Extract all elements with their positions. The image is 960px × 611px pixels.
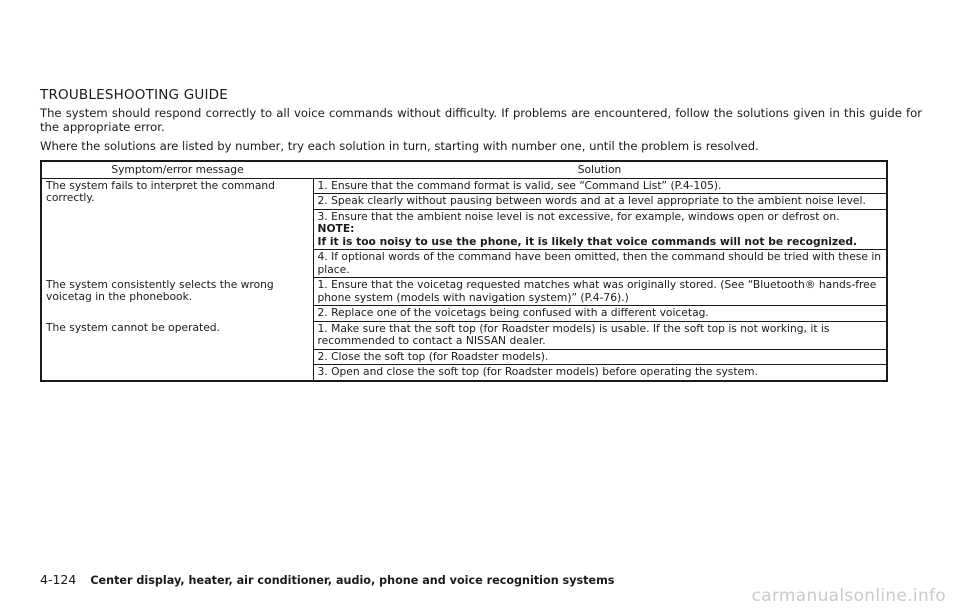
page-number: 4-124 (40, 572, 77, 587)
symptom-cell (41, 278, 313, 322)
page-footer (40, 572, 614, 587)
watermark: carmanualsonline.info (751, 586, 946, 606)
table-row (41, 321, 887, 349)
solution-cell: 2. Close the soft top (for Roadster models). (313, 349, 887, 365)
solution-cell: 2. Speak clearly without pausing between words and at a level appropriate to the ambient noise level. (313, 194, 887, 210)
section-heading: TROUBLESHOOTING GUIDE (40, 87, 228, 103)
instruction-paragraph: Where the solutions are listed by number, try each solution in turn, starting with number one, until the problem is resolved. (40, 139, 759, 153)
header-solution: Solution (313, 161, 887, 178)
table-row (41, 178, 887, 194)
solution-cell: 2. Replace one of the voicetags being confused with a different voicetag. (313, 306, 887, 322)
symptom-cell (41, 321, 313, 381)
solution-cell: 3. Open and close the soft top (for Roadster models) before operating the system. (317, 365, 758, 378)
symptom-text: The system cannot be operated. (46, 321, 220, 334)
table-header-row (41, 161, 887, 178)
solution-cell: 1. Ensure that the command format is valid, see “Command List” (P.4-105). (313, 178, 887, 194)
chapter-title: Center display, heater, air conditioner, audio, phone and voice recognition systems (90, 574, 615, 587)
header-symptom: Symptom/error message (41, 161, 313, 178)
intro-paragraph: The system should respond correctly to all voice commands without difficulty. If problems are encountered, follow the solutions given in this guide for the appropriate error. (40, 106, 922, 134)
symptom-cell (41, 178, 313, 278)
note-text: If it is too noisy to use the phone, it is likely that voice commands will not be recognized. (317, 234, 858, 248)
solution-text: 3. Ensure that the ambient noise level is not excessive, for example, windows open or defrost on. (317, 209, 840, 223)
note-label: NOTE: (317, 222, 355, 235)
solution-cell: 4. If optional words of the command have been omitted, then the command should be tried with these in place. (313, 250, 887, 278)
solution-cell (313, 209, 887, 250)
table-row (41, 278, 887, 306)
solution-cell: 1. Make sure that the soft top (for Roadster models) is usable. If the soft top is not working, it is recommended to contact a NISSAN dealer. (313, 321, 887, 349)
troubleshooting-table (40, 160, 888, 382)
symptom-text: The system fails to interpret the command correctly. (46, 178, 275, 204)
symptom-text: The system consistently selects the wrong voicetag in the phonebook. (46, 277, 274, 303)
solution-cell: 1. Ensure that the voicetag requested matches what was originally stored. (See “Bluetooth® hands-free phone system (models with navigation system)” (P.4-76).) (313, 278, 887, 306)
